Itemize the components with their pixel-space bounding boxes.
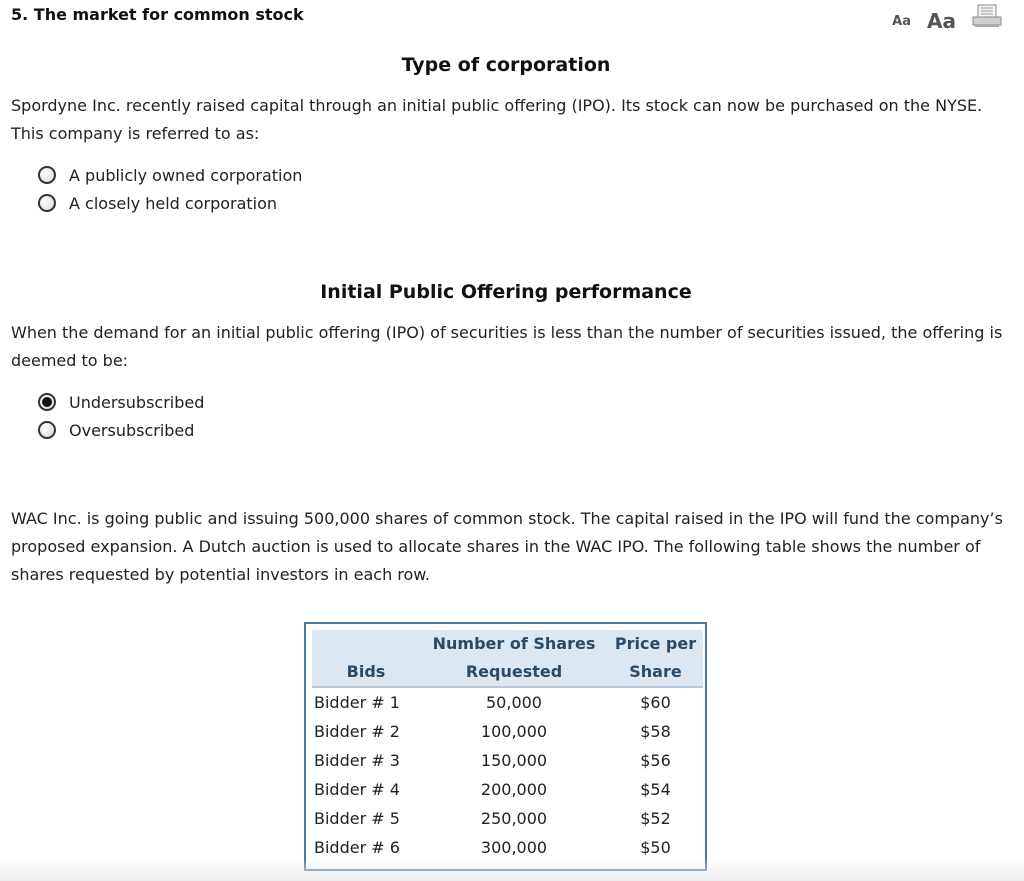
cell-bidder: Bidder # 3 bbox=[314, 751, 400, 770]
table-header-row bbox=[312, 630, 703, 687]
radio-label: A closely held corporation bbox=[69, 193, 278, 213]
radio-button-selected[interactable] bbox=[38, 393, 56, 411]
cell-price: $52 bbox=[640, 809, 671, 828]
font-size-small-button[interactable]: Aa bbox=[892, 14, 912, 29]
radio-option-closely-held[interactable] bbox=[38, 189, 302, 217]
wac-description: WAC Inc. is going public and issuing 500,000 shares of common stock. The capital raised in the IPO will fund the company’s proposed expansion. A Dutch auction is used to allocate shares in the WAC IPO. The following table shows the number of shares requested by potential investors in each row. bbox=[11, 509, 1003, 584]
radio-group-corporation bbox=[38, 161, 302, 217]
table-row bbox=[312, 804, 703, 833]
printer-icon bbox=[972, 4, 1002, 28]
section-title-type-of-corporation: Type of corporation bbox=[401, 54, 611, 76]
cell-shares: 150,000 bbox=[480, 751, 548, 770]
bids-table-container bbox=[304, 622, 707, 871]
column-header-price-per-share: Price per Share bbox=[608, 630, 703, 687]
cell-shares: 300,000 bbox=[480, 838, 548, 857]
section-title-ipo-performance: Initial Public Offering performance bbox=[320, 281, 692, 303]
bids-table bbox=[312, 630, 703, 862]
cell-shares: 200,000 bbox=[480, 780, 548, 799]
radio-button[interactable] bbox=[38, 194, 56, 212]
column-header-shares-requested: Number of Shares Requested bbox=[420, 630, 608, 687]
cell-price: $54 bbox=[640, 780, 671, 799]
cell-bidder: Bidder # 1 bbox=[314, 693, 400, 712]
radio-group-ipo-performance bbox=[38, 388, 204, 444]
column-header-bids: Bids bbox=[312, 630, 420, 687]
table-row bbox=[312, 687, 703, 717]
radio-option-undersubscribed[interactable] bbox=[38, 388, 204, 416]
cell-shares: 50,000 bbox=[486, 693, 542, 712]
radio-label: Oversubscribed bbox=[69, 420, 195, 440]
table-row bbox=[312, 717, 703, 746]
cell-bidder: Bidder # 2 bbox=[314, 722, 400, 741]
radio-option-publicly-owned[interactable] bbox=[38, 161, 302, 189]
radio-option-oversubscribed[interactable] bbox=[38, 416, 204, 444]
cell-price: $50 bbox=[640, 838, 671, 857]
cell-bidder: Bidder # 5 bbox=[314, 809, 400, 828]
table-row bbox=[312, 746, 703, 775]
radio-label: A publicly owned corporation bbox=[69, 165, 303, 185]
cell-bidder: Bidder # 4 bbox=[314, 780, 400, 799]
cell-price: $58 bbox=[640, 722, 671, 741]
radio-button[interactable] bbox=[38, 421, 56, 439]
table-row bbox=[312, 833, 703, 862]
print-button[interactable] bbox=[972, 4, 1002, 32]
font-size-large-button[interactable]: Aa bbox=[927, 9, 956, 33]
cell-bidder: Bidder # 6 bbox=[314, 838, 400, 857]
toolbar bbox=[892, 4, 1002, 32]
cell-price: $60 bbox=[640, 693, 671, 712]
question-prompt-ipo-performance: When the demand for an initial public offering (IPO) of securities is less than the number of securities issued, the offering is deemed to be: bbox=[11, 323, 1003, 370]
radio-button[interactable] bbox=[38, 166, 56, 184]
question-header: 5. The market for common stock bbox=[11, 5, 304, 24]
radio-label: Undersubscribed bbox=[69, 392, 205, 412]
cell-shares: 100,000 bbox=[480, 722, 548, 741]
cell-price: $56 bbox=[640, 751, 671, 770]
question-prompt-corporation: Spordyne Inc. recently raised capital through an initial public offering (IPO). Its stock can now be purchased on the NYSE. This company is referred to as: bbox=[11, 96, 983, 143]
cell-shares: 250,000 bbox=[480, 809, 548, 828]
table-row bbox=[312, 775, 703, 804]
